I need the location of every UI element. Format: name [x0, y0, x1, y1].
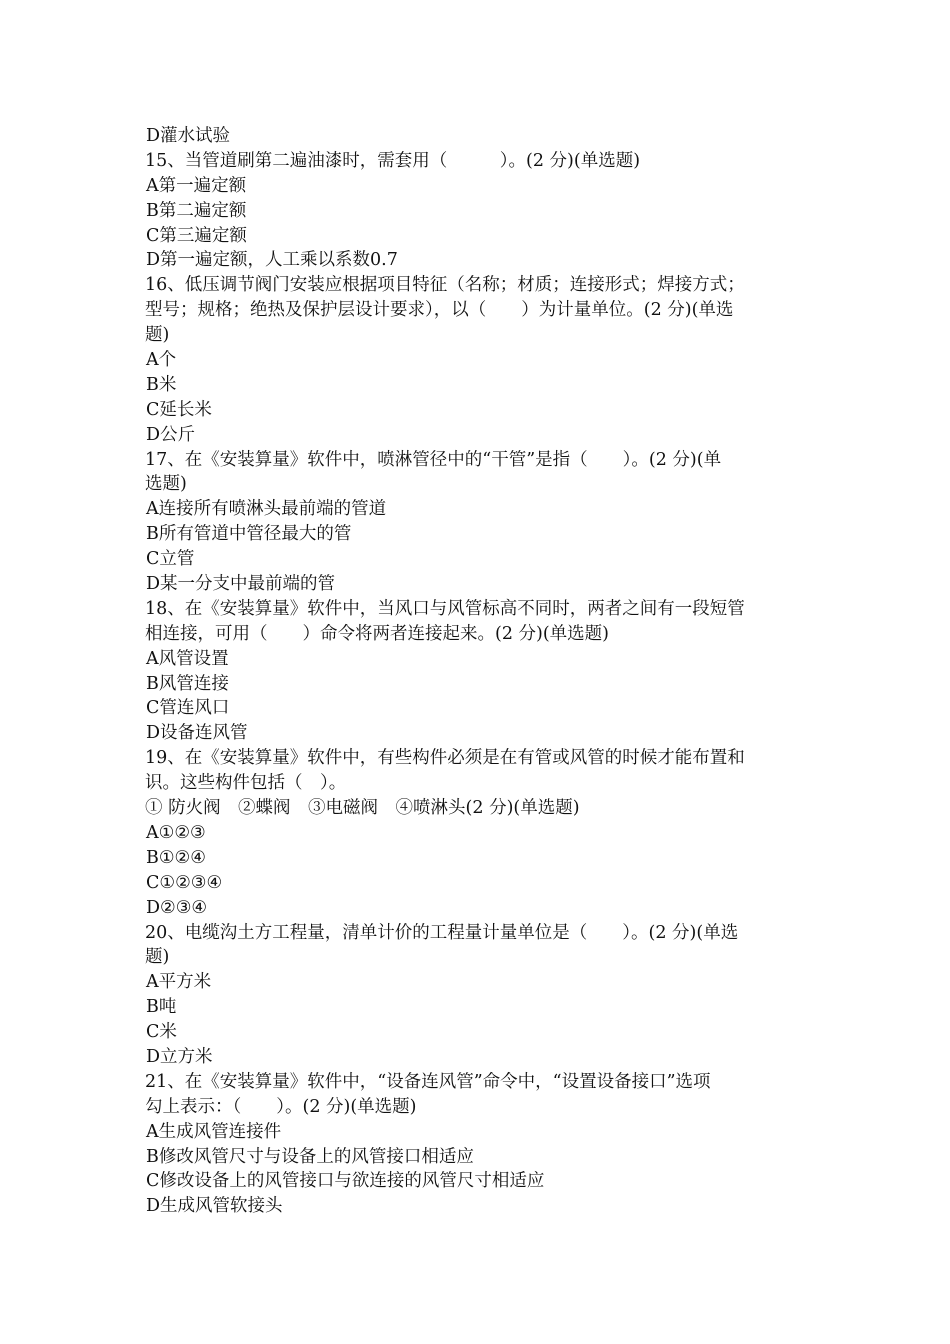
option-d-q20: D立方米 — [146, 1046, 213, 1067]
question-20-line-2: 题) — [145, 947, 170, 968]
option-c-q18: C管连风口 — [146, 698, 230, 719]
question-16-line-2: 型号；规格；绝热及保护层设计要求），以（ ）为计量单位。(2 分)(单选 — [145, 300, 734, 321]
question-19-line-3: ① 防火阀 ②蝶阀 ③电磁阀 ④喷淋头(2 分)(单选题) — [145, 798, 580, 819]
option-d-q17: D某一分支中最前端的管 — [146, 574, 336, 595]
question-18-line-2: 相连接，可用（ ）命令将两者连接起来。(2 分)(单选题) — [145, 623, 610, 644]
question-18-line-1: 18、在《安装算量》软件中，当风口与风管标高不同时，两者之间有一段短管 — [145, 598, 745, 619]
question-16-line-1: 16、低压调节阀门安装应根据项目特征（名称；材质；连接形式；焊接方式； — [145, 275, 745, 296]
option-d-q19: D②③④ — [146, 897, 208, 918]
option-b-q15: B第二遍定额 — [146, 200, 247, 221]
option-b-q17: B所有管道中管径最大的管 — [146, 524, 352, 545]
option-c-q21: C修改设备上的风管接口与欲连接的风管尺寸相适应 — [146, 1171, 545, 1192]
option-a-q18: A风管设置 — [146, 648, 229, 669]
option-c-q15: C第三遍定额 — [146, 225, 247, 246]
question-16-line-3: 题) — [145, 325, 170, 346]
option-d-q18: D设备连风管 — [146, 723, 248, 744]
document-page — [145, 124, 815, 1219]
option-d-q16: D公斤 — [146, 424, 196, 445]
option-b-q16: B米 — [146, 374, 177, 395]
option-d-q21: D生成风管软接头 — [146, 1196, 283, 1217]
question-20-line-1: 20、电缆沟土方工程量，清单计价的工程量计量单位是（ ）。(2 分)(单选 — [145, 922, 739, 943]
option-a-q21: A生成风管连接件 — [146, 1121, 282, 1142]
option-c-q17: C立管 — [146, 549, 195, 570]
option-d-q15: D第一遍定额，人工乘以系数0.7 — [146, 250, 398, 271]
question-15: 15、当管道刷第二遍油漆时，需套用（ ）。(2 分)(单选题) — [145, 150, 641, 171]
question-21-line-1: 21、在《安装算量》软件中，“设备连风管”命令中，“设置设备接口”选项 — [145, 1071, 711, 1092]
option-b-q19: B①②④ — [146, 847, 206, 868]
option-c-q20: C米 — [146, 1022, 177, 1043]
question-19-line-2: 识。这些构件包括（ ）。 — [145, 773, 347, 794]
question-21-line-2: 勾上表示：（ ）。(2 分)(单选题) — [145, 1096, 417, 1117]
option-a-q17: A连接所有喷淋头最前端的管道 — [146, 499, 387, 520]
option-b-q21: B修改风管尺寸与设备上的风管接口相适应 — [146, 1146, 474, 1167]
option-a-q19: A①②③ — [146, 822, 206, 843]
option-b-q18: B风管连接 — [146, 673, 229, 694]
question-17-line-1: 17、在《安装算量》软件中，喷淋管径中的“干管”是指（ ）。(2 分)(单 — [145, 449, 722, 470]
option-c-q19: C①②③④ — [146, 872, 223, 893]
question-19-line-1: 19、在《安装算量》软件中，有些构件必须是在有管或风管的时候才能布置和 — [145, 748, 745, 769]
option-a-q15: A第一遍定额 — [146, 175, 247, 196]
option-a-q20: A平方米 — [146, 972, 212, 993]
question-17-line-2: 选题) — [145, 474, 187, 495]
option-c-q16: C延长米 — [146, 399, 212, 420]
option-a-q16: A个 — [146, 350, 177, 371]
option-d-q14: D灌水试验 — [146, 126, 231, 146]
option-b-q20: B吨 — [146, 997, 177, 1018]
